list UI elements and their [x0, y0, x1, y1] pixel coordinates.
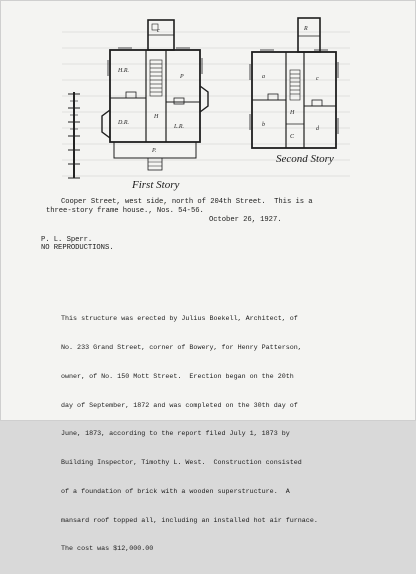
description-line-8: mansard roof topped all, including an installed hot air furnace. [61, 516, 318, 525]
room-letter-first-1: c [157, 28, 160, 34]
room-letter-first-5: H [154, 114, 159, 120]
description-line-1: This structure was erected by Julius Boekell, Architect, of [61, 315, 298, 324]
room-letter-second-6: C [290, 134, 295, 140]
description-line-4: day of September, 1872 and was completed on the 30th day of [61, 401, 298, 410]
history-description [61, 296, 401, 574]
second-story-label: Second Story [276, 153, 334, 165]
caption-line-2: three-story frame house., Nos. 54-56. [46, 207, 204, 215]
room-letter-second-7: R [304, 26, 308, 32]
caption-line-1: Cooper Street, west side, north of 204th Street. This is a [61, 198, 313, 206]
room-letter-second-3: c [316, 76, 319, 82]
scale-bar [68, 92, 80, 178]
floor-plans-engraving [62, 2, 350, 192]
caption-date: October 26, 1927. [209, 216, 282, 224]
description-line-7: of a foundation of brick with a wooden superstructure. A [61, 487, 290, 496]
description-line-5: June, 1873, according to the report filed July 1, 1873 by [61, 430, 290, 439]
photographer-credit: P. L. Sperr. [41, 236, 93, 244]
room-letter-first-7: P. [152, 148, 157, 154]
description-line-2: No. 233 Grand Street, corner of Bowery, for Henry Patterson, [61, 343, 302, 352]
room-letter-first-2: H.R. [118, 68, 129, 74]
room-letter-second-1: a [262, 74, 265, 80]
room-letter-second-2: b [262, 122, 265, 128]
first-story-label: First Story [132, 179, 180, 191]
floor-plans-drawing [62, 2, 350, 192]
reproduction-notice: NO REPRODUCTIONS. [41, 244, 114, 252]
room-letter-first-3: D.R. [118, 120, 129, 126]
second-story-plan [250, 18, 338, 148]
room-letter-second-4: d [316, 126, 319, 132]
room-letter-second-5: H [290, 110, 295, 116]
room-letter-first-4: P [180, 74, 184, 80]
room-letter-first-6: L.R. [174, 124, 185, 130]
description-line-9: The cost was $12,000.00 [61, 545, 154, 554]
description-line-6: Building Inspector, Timothy L. West. Construction consisted [61, 459, 302, 468]
description-line-3: owner, of No. 150 Mott Street. Erection began on the 20th [61, 372, 294, 381]
